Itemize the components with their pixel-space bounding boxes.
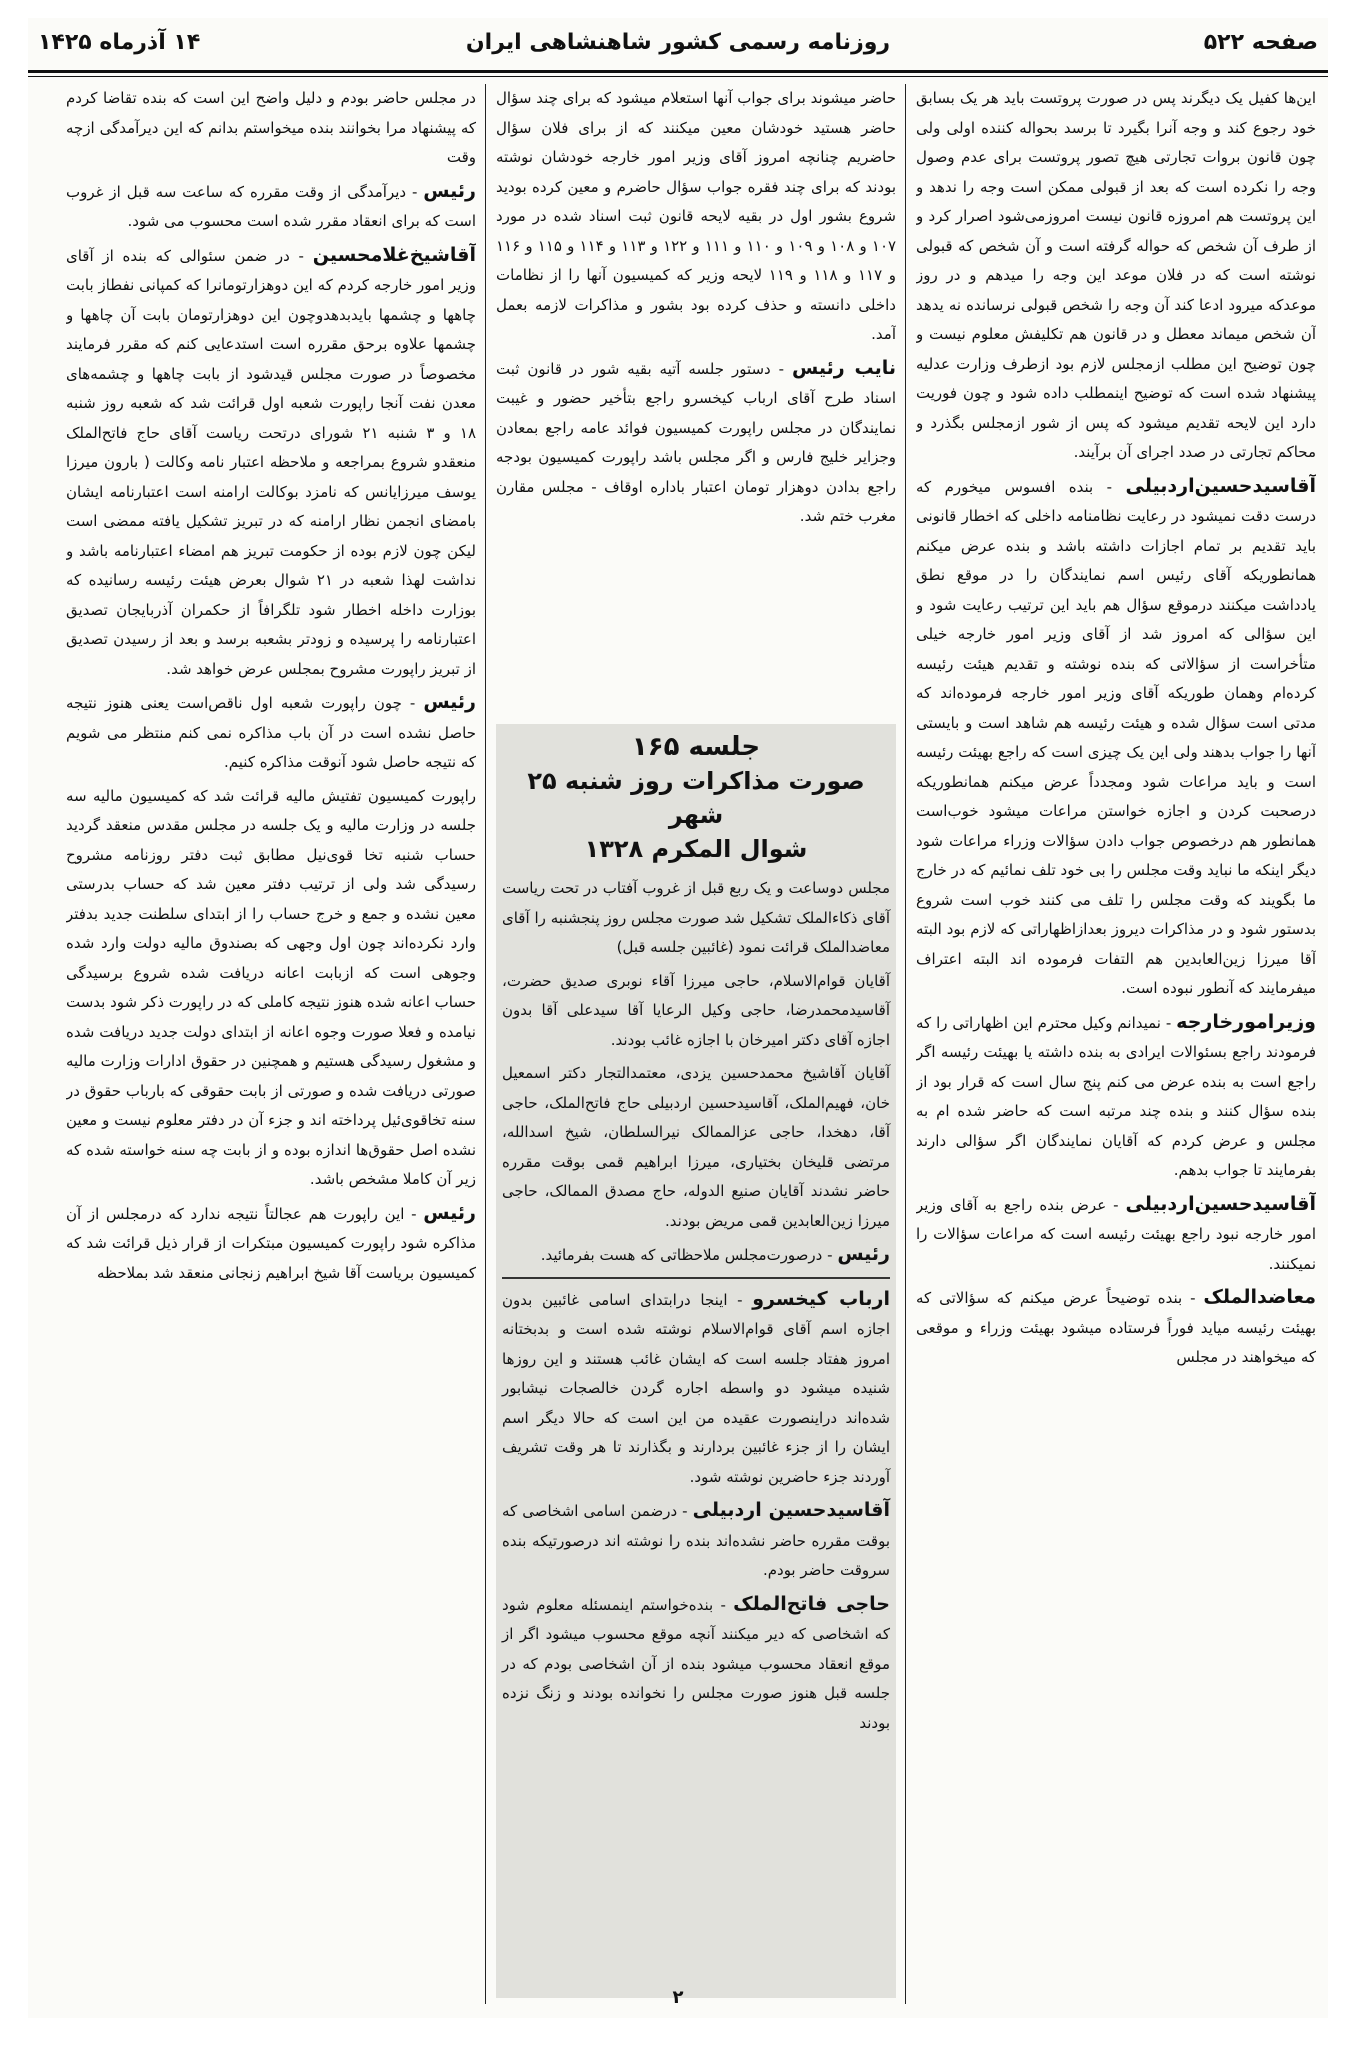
paragraph: - بنده‌خواستم اینمسئله معلوم شود که اشخاصی که دیر میکنند آنچه موقع محسوب میشود اگر از موقع انعقاد محسوب میشود بنده از آن اشخاصی بودم که در جلسه قبل هنوز صورت مجلس را نخوانده بودند و زنگ نزده بودند — [502, 1595, 890, 1732]
session-title-line: صورت مذاکرات روز شنبه ۲۵ شهر — [527, 767, 865, 829]
top-rule-thin — [28, 76, 1328, 77]
paragraph: آقایان آقاشیخ محمدحسین یزدی، معتمدالتجار دکتر اسمعیل خان، فهیم‌الملک، آقاسیدحسین اردبیلی حاج فاتح‌الملک، حاجی آقا، دهخدا، حاجی عزالممالک نیرالسلطان، شیخ اسدالله، مرتضی قلیخان بختیاری، میرزا ابراهیم قمی بوقت مقرره حاضر نشدند آقایان صنیع الدوله، حاج مصدق الممالک، حاجی میرزا زین‌العابدین قمی مریض بودند. — [502, 1064, 890, 1230]
speaker-name: آقاسیدحسین اردبیلی — [692, 1499, 890, 1521]
paragraph: - بنده افسوس میخورم که درست دقت نمیشود در رعایت نظامنامه داخلی که اخطار قانونی باید تقدیم بر تمام اجازات داشته باشد و بنده عرض میکنم همانطوریکه آقای رئیس اسم نمایندگان را در موقع نطق یادداشت میکنند درموقع سؤال هم باید این ترتیب رعایت شود و این سؤالی که امروز شد از آقای وزیر امور خارجه خیلی متأخراست از سؤالاتی که بنده نوشته و تقدیم هیئت رئیسه کرده‌ام وهمان طوریکه آقای وزیر امور خارجه فرموده‌اند که مدتی است سؤال شده و هیئت رئیسه هم شاهد است و بایستی آنها را جواب بدهند ولی این یک چیزی است که راجع بهیئت رئیسه است و باید مراعات شود ومجدداً عرض میکنم همانطوریکه درصحبت کردن و اجازه خواستن مراعات میشود خوب‌است همانطور هم درخصوص جواب دادن سؤالات وزراء مراعات شود دیگر اینکه ما نباید وقت مجلس را بی خود تلف نمائیم که در خارج ما بگویند که وقت مجلس را تلف می کنند خوب است شروع بدستور شود و در مذاکرات دیروز بعدازاظهاراتی که لازم بود البته آقا میرزا زین‌العابدین هم التفات فرموده اند البته اعتراف میفرمایند که آنطور نبوده است. — [916, 477, 1316, 997]
session-block — [496, 724, 896, 1998]
paragraph: مجلس دوساعت و یک ربع قبل از غروب آفتاب در تحت ریاست آقای ذکاءالملک تشکیل شد صورت مجلس روز پنجشنبه را آقای معاضدالملک قرائت نمود (غائبین جلسه قبل) — [502, 879, 890, 956]
paragraph: - اینجا درابتدای اسامی غائبین بدون اجازه اسم آقای قوام‌الاسلام نوشته شده است و بدبختانه امروز هفتاد جلسه است که ایشان غائب هستند و این روزها شنیده میشود دو واسطه اجاره گردن خالصجات نیشابور شده‌اند دراینصورت عقیده من این است که حالا دیگر اسم ایشان را از جزء غائبین بردارند و بگذارند تا هر وقت تشریف آوردند جزء حاضرین نوشته شود. — [502, 1290, 890, 1486]
page-number: ۲ — [672, 1987, 684, 2008]
column-right — [916, 84, 1316, 2004]
divider — [502, 1277, 890, 1279]
speaker-name: آقاشیخ‌غلامحسین — [312, 243, 476, 266]
paragraph: این‌ها کفیل یک دیگرند پس در صورت پروتست باید هر یک بسابق خود رجوع کند و وجه آنرا بگیرد تا برسد بحواله کننده اولی ولی چون قانون بروات تجارتی هیچ تصور پروتست برای عدم وصول وجه را نکرده است که بعد از قبولی ممکن است وجه را ندهد و این پروتست هم امروزه قانون نیست امروزمی‌شود اصرار کرد و از طرف آن شخص که حواله گرفته است و آن شخص که قبولی نوشته است که در فلان موعد این وجه را میدهم و در روز موعدکه میرود ادعا کند آن وجه را شخص قبولی نرسانده نه یدهد آن شخص میماند معطل و در قانون هم تکلیفش معلوم نیست و چون توضیح این مطلب ازمجلس لازم بود ازطرف وزارت عدلیه پیشنهاد شده است که توضیح اینمطلب داده شود و چون فوریت دارد این لایحه تقدیم میشود که پس از شور ازمجلس بگذرد و محاکم تجارتی در صدد اجرای آن برآیند. — [916, 89, 1316, 461]
speaker-name: ارباب کیخسرو — [752, 1287, 890, 1310]
speaker-name: رئیس — [837, 1243, 890, 1265]
speaker-name: نایب رئیس — [792, 356, 896, 379]
speaker-name: رئیس — [423, 179, 476, 202]
speaker-name: آقاسیدحسین‌اردبیلی — [1125, 474, 1316, 497]
speaker-name: حاجی فاتح‌الملک — [733, 1592, 890, 1615]
paragraph: - چون راپورت شعبه اول ناقص‌است یعنی هنوز نتیجه حاصل نشده است در آن باب مذاکره نمی کنم منتظر می شویم که نتیجه حاصل شود آنوقت مذاکره کنیم. — [66, 694, 476, 771]
top-rule — [28, 70, 1328, 73]
session-date-line: شوال المکرم ۱۳۲۸ — [584, 835, 808, 863]
paragraph: - در ضمن سئوالی که بنده از آقای وزیر امور خارجه کردم که این دوهزارتومانرا که کمپانی نفطاز بابت چاهها و چشمها بایدبدهدوچون این دوهزارتومان بابت آن چاهها و چشمها علاوه برحق مقرره است استدعایی کنم که مقرر فرمایند مخصوصاً در صورت مجلس قیدشود از بابت چاهها و چشمه‌های معدن نفت آنجا راپورت شعبه اول قرائت شد که شعبه روز شنبه ۱۸ و ۳ شنبه ۲۱ شورای درتحت ریاست آقای حاج فاتح‌الملک منعقدو شروع بمراجعه و ملاحظه اعتبار نامه وکالت ( بارون میرزا یوسف میرزایانس که نامزد بوکالت ارامنه است اعتبارنامه ایشان بامضای انجمن نظار ارامنه که در تبریز تشکیل یافته ممضی است لیکن چون لازم بوده از حکومت تبریز هم امضاء اعتبارنامه باشد و نداشت لهذا شعبه در ۲۱ شوال بعرض هیئت رئیسه رسانیده که بوزارت داخله اخطار شود تلگرافاً از حکمران آذربایجان تصدیق اعتبارنامه را پرسیده و زودتر بشعبه برسد و بعد از رسیدن تصدیق از تبریز راپورت مشروح بمجلس عرض خواهد شد. — [66, 246, 476, 678]
paragraph: - دستور جلسه آتیه بقیه شور در قانون ثبت اسناد طرح آقای ارباب کیخسرو راجع بتأخیر حضور و غیبت نمایندگان در مجلس راپورت کمیسیون فوائد عامه راجع بمعادن وجزایر خلیج فارس و اگر مجلس باشد راپورت کمیسیون بودجه راجع بدادن دوهزار تومان اعتبار باداره اوقاف - مجلس مقارن مغرب ختم شد. — [496, 359, 896, 525]
paragraph: - دیرآمدگی از وقت مقرره که ساعت سه قبل از غروب است که برای انعقاد مقرر شده است محسوب می شود. — [66, 182, 476, 230]
speaker-name: رئیس — [423, 691, 476, 713]
paragraph: راپورت کمیسیون تفتیش مالیه قرائت شد که کمیسیون مالیه سه جلسه در وزارت مالیه و یک جلسه در مجلس مقدس منعقد گردید حساب شنبه تخا قوی‌نیل مطابق ثبت دفتر روزنامه مشروح رسیدگی شد ولی از ترتیب دفتر معین شد که حساب بدرستی معین نشده و جمع و خرج حساب را از ابتدای سلطنت جدید بدفتر وارد نکرده‌اند چون اول وجهی که بصندوق مالیه دولت وارد شده وجوهی است که ازبابت اعانه دریافت شده شروع برسیدگی حساب اعانه شده هنوز نتیجه کاملی که در راپورت ذکر شود بدست نیامده و فعلا صورت وجوه اعانه از ابتدای دولت جدید دریافت شده و مشغول رسیدگی هستیم و همچنین در حقوق ادارات وزارت مالیه صورتی دریافت شده و صورتی از بابت حقوقی که بارباب حقوق در سنه تخاقوی‌ئیل پرداخته اند و جزء آن در دفتر معلوم نیست و معین نشده اصل حقوق‌ها اندازه بوده و از بابت چه سنه خواسته شده که زیر آن کاملا مشخص باشد. — [66, 786, 476, 1188]
speaker-name: معاضدالملک — [1203, 1286, 1316, 1308]
session-number: جلسه ۱۶۵ — [631, 732, 761, 762]
paragraph: حاضر میشوند برای جواب آنها استعلام میشود که برای چند سؤال حاضر هستید خودشان معین میکنند که از برای فلان سؤال حاضریم چنانچه امروز آقای وزیر امور خارجه خودشان نوشته بودند که برای چند فقره جواب سؤال حاضرم و معین کرده بودید شروع بشور اول در بقیه لایحه قانون ثبت اسناد شده در مورد ۱۰۷ و ۱۰۸ و ۱۰۹ و ۱۱۰ و ۱۱۱ و ۱۲۲ و ۱۱۳ و ۱۱۴ و ۱۱۵ و ۱۱۶ و ۱۱۷ و ۱۱۸ و ۱۱۹ لایحه وزیر که کمیسیون آنها را از نظامات داخلی دانسته و حذف کرده بود بشور و مذاکرات لازمه بعمل آمد. — [496, 89, 896, 343]
page-label: صفحه ۵۲۲ — [1203, 30, 1318, 55]
newspaper-title: روزنامه رسمی کشور شاهنشاهی ایران — [465, 30, 891, 55]
paragraph: - این راپورت هم عجالتاً نتیجه ندارد که درمجلس از آن مذاکره شود راپورت کمیسیون مبتکرات از قرار ذیل قرائت شد که کمیسیون بریاست آقا شیخ ابراهیم زنجانی منعقد شد بملاحظه — [66, 1204, 476, 1282]
paragraph: آقایان قوام‌الاسلام، حاجی میرزا آقاء نوبری صدیق حضرت، آقاسیدمحمدرضا، حاجی وکیل الرعایا آقا سیدعلی آقا بدون اجازه آقای دکتر امیرخان با اجازه غائب بودند. — [502, 971, 890, 1049]
column-middle-top — [496, 84, 896, 724]
speaker-name: رئیس — [423, 1201, 476, 1224]
paragraph: در مجلس حاضر بودم و دلیل واضح این است که بنده تقاضا کردم که پیشنهاد مرا بخوانند بنده میخواستم بدانم که این دیرآمدگی ازچه وقت — [66, 89, 476, 166]
issue-date: ۱۴ آذرماه ۱۴۲۵ — [38, 30, 201, 55]
column-left — [66, 84, 476, 2004]
paragraph: - نمیدانم وکیل محترم این اظهاراتی را که فرمودند راجع بسئوالات ایرادی به بنده داشته یا بهیئت رئیسه اگر راجع است به بنده عرض می کنم پنج سال است که قرار بود از بنده سؤال کنند و بنده چند مرتبه است که حاضر شده ام به مجلس و عرض کردم که آقایان نمایندگان اگر سؤالی دارند بفرمایند تا جواب بدهم. — [916, 1013, 1316, 1179]
paragraph: - بنده توضیحاً عرض میکنم که سؤالاتی که بهیئت رئیسه میاید فوراً فرستاده میشود بهیئت وزراء و موقعی که میخواهند در مجلس — [916, 1289, 1316, 1366]
newspaper-page — [28, 18, 1328, 2018]
speaker-name: آقاسیدحسین‌اردبیلی — [1125, 1192, 1316, 1215]
paragraph: - درضمن اسامی اشخاصی که بوقت مقرره حاضر نشده‌اند بنده را نوشته اند درصورتیکه بنده سروقت حاضر بودم. — [502, 1502, 890, 1579]
speaker-name: وزیرامورخارجه — [1176, 1010, 1316, 1033]
session-heading — [502, 730, 890, 866]
column-divider — [485, 84, 486, 2004]
column-divider — [905, 84, 906, 2004]
masthead — [28, 26, 1328, 66]
paragraph: - عرض بنده راجع به آقای وزیر امور خارجه نبود راجع بهیئت رئیسه است که مراعات سؤالات را نمیکنند. — [916, 1195, 1316, 1273]
paragraph: - درصورت‌مجلس ملاحظاتی که هست بفرمائید. — [540, 1246, 833, 1264]
